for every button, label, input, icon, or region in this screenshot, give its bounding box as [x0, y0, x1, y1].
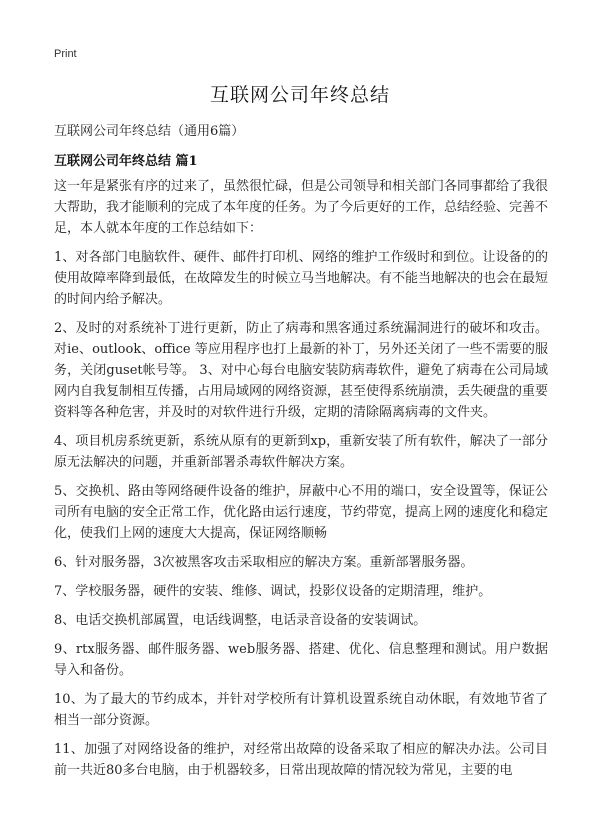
- paragraph-item-7: 7、学校服务器，硬件的安装、维修、调试，投影仪设备的定期清理，维护。: [54, 584, 492, 599]
- document-subtitle: 互联网公司年终总结（通用6篇）: [54, 124, 245, 139]
- paragraph-item-6: 6、针对服务器，3次被黑客攻击采取相应的解决方案。重新部署服务器。: [54, 555, 474, 570]
- paragraph-item-1: 1、对各部门电脑软件、硬件、邮件打印机、网络的维护工作级时和到位。让设备的的使用故障率降到最低，在故障发生的时候立马当地解决。有不能当地解决的也会在最短的时间内给予解决。: [54, 250, 549, 307]
- paragraph-item-2-3: 2、及时的对系统补丁进行更新，防止了病毒和黑客通过系统漏洞进行的破坏和攻击。对ie、outlook、office 等应用程序也打上最新的补丁，另外还关闭了一些不需要的服务，关闭guset帐号等。 3、对中心每台电脑安装防病毒软件，避免了病毒在公司局域网内自我复制相互传播，占用局域网的网络资源，甚至使得系统崩溃，丢失硬盘的重要资料等各种危害，并及时的对软件进行升级，定期的清除隔离病毒的文件夹。: [54, 321, 549, 420]
- print-label: Print: [54, 48, 77, 60]
- paragraph-intro: 这一年是紧张有序的过来了，虽然很忙碌，但是公司领导和相关部门各同事都给了我很大帮助，我才能顺利的完成了本年度的任务。为了今后更好的工作，总结经验、完善不足，本人就本年度的工作总结如下：: [54, 179, 549, 236]
- paragraph-item-10: 10、为了最大的节约成本，并针对学校所有计算机设置系统自动休眠，有效地节省了相当一部分资源。: [54, 692, 548, 728]
- paragraph-item-5: 5、交换机、路由等网络硬件设备的维护，屏蔽中心不用的端口，安全设置等，保证公司所有电脑的安全正常工作，优化路由运行速度，节约带宽，提高上网的速度化和稳定化，使我们上网的速度大大提高，保证网络顺畅: [54, 484, 549, 541]
- paragraph-item-4: 4、项目机房系统更新，系统从原有的更新到xp，重新安装了所有软件，解决了一部分原无法解决的问题，并重新部署杀毒软件解决方案。: [54, 434, 548, 470]
- document-title: 互联网公司年终总结: [209, 84, 390, 106]
- paragraph-item-8: 8、电话交换机部属置，电话线调整，电话录音设备的安装调试。: [54, 613, 427, 628]
- document-body: [54, 176, 548, 789]
- paragraph-item-9: 9、rtx服务器、邮件服务器、web服务器、搭建、优化、信息整理和测试。用户数据导入和备份。: [54, 642, 548, 678]
- section-heading: 互联网公司年终总结 篇1: [54, 154, 198, 169]
- paragraph-item-11: 11、加强了对网络设备的维护，对经常出故障的设备采取了相应的解决办法。公司目前一共近80多台电脑，由于机器较多，日常出现故障的情况较为常见，主要的电: [54, 742, 548, 778]
